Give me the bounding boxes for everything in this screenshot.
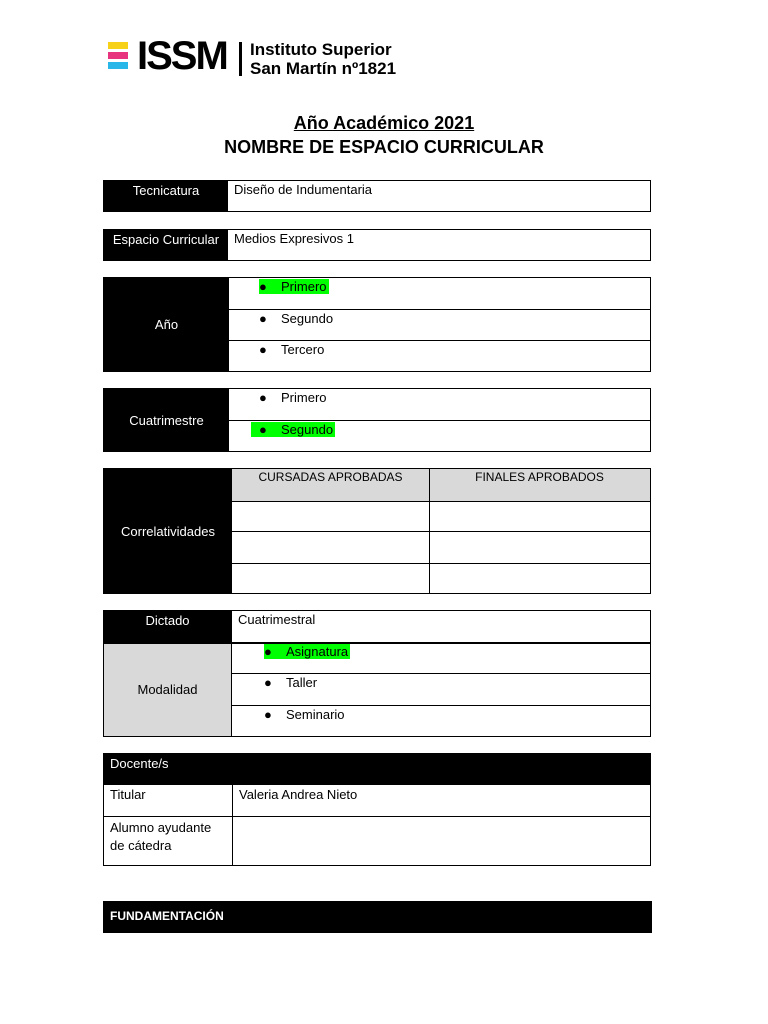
bullet-icon: ● xyxy=(264,707,272,722)
tecnicatura-value: Diseño de Indumentaria xyxy=(234,182,373,197)
bullet-icon: ● xyxy=(259,279,267,294)
logo-line-2: San Martín nº1821 xyxy=(250,59,397,78)
row-divider xyxy=(232,531,650,532)
modalidad-option-taller xyxy=(232,674,650,706)
dictado-value: Cuatrimestral xyxy=(232,611,650,643)
fundamentacion-header: FUNDAMENTACIÓN xyxy=(103,901,652,933)
cuatrimestre-option-label: Segundo xyxy=(281,422,334,437)
espacio-curricular-label: Espacio Curricular xyxy=(104,230,228,260)
modalidad-option-label: Asignatura xyxy=(286,644,349,659)
logo-color-bars xyxy=(108,42,128,72)
anio-option-tercero xyxy=(229,341,650,372)
modalidad-option-asignatura xyxy=(232,643,650,674)
anio-option-segundo xyxy=(229,310,650,341)
logo-separator xyxy=(239,42,242,76)
tecnicatura-table xyxy=(103,180,651,212)
titular-label: Titular xyxy=(110,787,146,802)
bullet-icon: ● xyxy=(259,311,267,326)
anio-label: Año xyxy=(104,278,229,371)
academic-year-heading: Año Académico 2021 xyxy=(293,113,475,133)
anio-table xyxy=(103,277,651,372)
correlatividades-grid xyxy=(232,469,650,593)
logo-text xyxy=(250,40,396,78)
cuatrimestre-options xyxy=(229,389,650,451)
docentes-table xyxy=(103,753,651,866)
bullet-icon: ● xyxy=(264,675,272,690)
titular-value: Valeria Andrea Nieto xyxy=(239,787,358,802)
docentes-header: Docente/s xyxy=(104,754,650,785)
cuatrimestre-option-primero xyxy=(229,389,650,421)
cuatrimestre-table xyxy=(103,388,651,452)
dictado-modalidad-values xyxy=(232,611,650,736)
espacio-curricular-value: Medios Expresivos 1 xyxy=(234,231,354,246)
bullet-icon: ● xyxy=(259,422,267,437)
finales-aprobados-header: FINALES APROBADOS xyxy=(475,470,604,484)
cuatrimestre-option-highlight xyxy=(251,422,335,437)
modalidad-option-label: Taller xyxy=(286,675,318,690)
modalidad-option-seminario xyxy=(232,706,650,737)
row-divider xyxy=(232,501,650,502)
anio-option-label: Segundo xyxy=(281,311,334,326)
bullet-icon: ● xyxy=(259,342,267,357)
anio-option-label: Primero xyxy=(281,279,327,294)
espacio-curricular-table xyxy=(103,229,651,261)
anio-option-label: Tercero xyxy=(281,342,325,357)
anio-option-highlight xyxy=(259,279,329,294)
row-divider xyxy=(104,816,650,817)
anio-options xyxy=(229,278,650,371)
correlatividades-label: Correlatividades xyxy=(104,469,232,593)
column-divider xyxy=(232,785,233,865)
ayudante-label-line-1: Alumno ayudante xyxy=(110,820,212,835)
cuatrimestre-option-label: Primero xyxy=(281,390,327,405)
bullet-icon: ● xyxy=(259,390,267,405)
modalidad-label: Modalidad xyxy=(104,643,231,736)
ayudante-label xyxy=(110,819,211,855)
cuatrimestre-option-segundo xyxy=(229,421,650,452)
cursadas-aprobadas-header: CURSADAS APROBADAS xyxy=(258,470,403,484)
bullet-icon: ● xyxy=(264,644,272,659)
page-title: NOMBRE DE ESPACIO CURRICULAR xyxy=(224,137,544,157)
row-divider xyxy=(232,563,650,564)
cuatrimestre-label: Cuatrimestre xyxy=(104,389,229,451)
modalidad-option-highlight xyxy=(264,644,350,659)
logo-mark: ISSM xyxy=(137,34,227,78)
dictado-modalidad-table xyxy=(103,610,651,737)
logo-line-1: Instituto Superior xyxy=(250,40,392,59)
ayudante-label-line-2: de cátedra xyxy=(110,838,172,853)
tecnicatura-label: Tecnicatura xyxy=(104,181,228,211)
modalidad-option-label: Seminario xyxy=(286,707,345,722)
correlatividades-table xyxy=(103,468,651,594)
anio-option-primero xyxy=(229,278,650,310)
dictado-label: Dictado xyxy=(104,611,231,645)
